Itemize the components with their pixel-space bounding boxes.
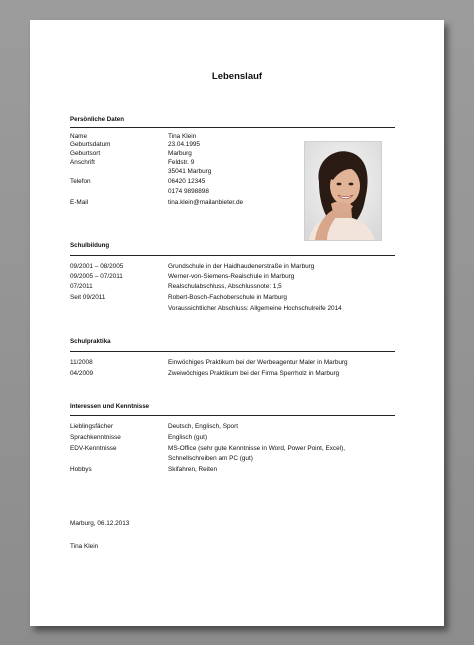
row-value: 23.04.1995 (168, 141, 200, 148)
section-divider (70, 255, 395, 256)
row-value: MS-Office (sehr gute Kenntnisse in Word, Power Point, Excel), (168, 445, 345, 452)
row-value: Tina Klein (168, 133, 197, 140)
row-label: EDV-Kenntnisse (70, 445, 117, 452)
row-label: Geburtsdatum (70, 141, 111, 148)
section-title-personal: Persönliche Daten (70, 116, 124, 123)
row-value: Englisch (gut) (168, 434, 208, 441)
row-label: 09/2005 – 07/2011 (70, 273, 123, 280)
section-title-school: Schulbildung (70, 242, 110, 249)
row-label: 07/2011 (70, 283, 93, 290)
row-value: Zweiwöchiges Praktikum bei der Firma Sperrholz in Marburg (168, 370, 340, 377)
row-label: 04/2009 (70, 370, 94, 377)
row-value: Grundschule in der Haidhaudenerstraße in Marburg (168, 263, 315, 270)
row-value: Deutsch, Englisch, Sport (168, 423, 238, 430)
section-title-interests: Interessen und Kenntnisse (70, 403, 150, 410)
row-label: Geburtsort (70, 150, 101, 157)
section-divider (70, 127, 395, 128)
row-value: tina.klein@mailanbieter.de (168, 199, 244, 206)
row-label: 11/2008 (70, 359, 93, 366)
section-divider (70, 351, 395, 352)
row-value: Marburg (168, 150, 192, 157)
page-title: Lebenslauf (211, 71, 263, 82)
row-value: Feldstr. 9 (168, 159, 195, 166)
row-value: 35041 Marburg (168, 168, 212, 175)
row-label: Name (70, 133, 88, 140)
row-label: Telefon (70, 178, 91, 185)
profile-photo (304, 141, 382, 241)
row-label: Sprachkenntnisse (70, 434, 121, 441)
row-value: Voraussichtlicher Abschluss: Allgemeine Hochschulreife 2014 (168, 305, 342, 312)
row-value: Realschulabschluss, Abschlussnote: 1,5 (168, 283, 282, 290)
portrait-image (305, 142, 381, 240)
row-value: Schnellschreiben am PC (gut) (168, 455, 253, 462)
row-label: Anschrift (70, 159, 95, 166)
signature-name: Tina Klein (70, 543, 99, 550)
row-value: 06420 12345 (168, 178, 206, 185)
section-divider (70, 415, 395, 416)
row-label: 09/2001 – 08/2005 (70, 263, 124, 270)
row-value: Einwöchiges Praktikum bei der Werbeagentur Maler in Marburg (168, 359, 348, 366)
row-label: Seit 09/2011 (70, 294, 106, 301)
row-value: 0174 9898898 (168, 188, 209, 195)
row-label: E-Mail (70, 199, 89, 206)
section-title-internship: Schulpraktika (70, 338, 111, 345)
row-label: Lieblingsfächer (70, 423, 113, 430)
row-label: Hobbys (70, 466, 92, 473)
row-value: Skifahren, Reiten (168, 466, 218, 473)
row-value: Robert-Bosch-Fachoberschule in Marburg (168, 294, 287, 301)
cv-page (30, 20, 444, 626)
place-date: Marburg, 06.12.2013 (70, 520, 130, 527)
row-value: Werner-von-Siemens-Realschule in Marburg (168, 273, 295, 280)
